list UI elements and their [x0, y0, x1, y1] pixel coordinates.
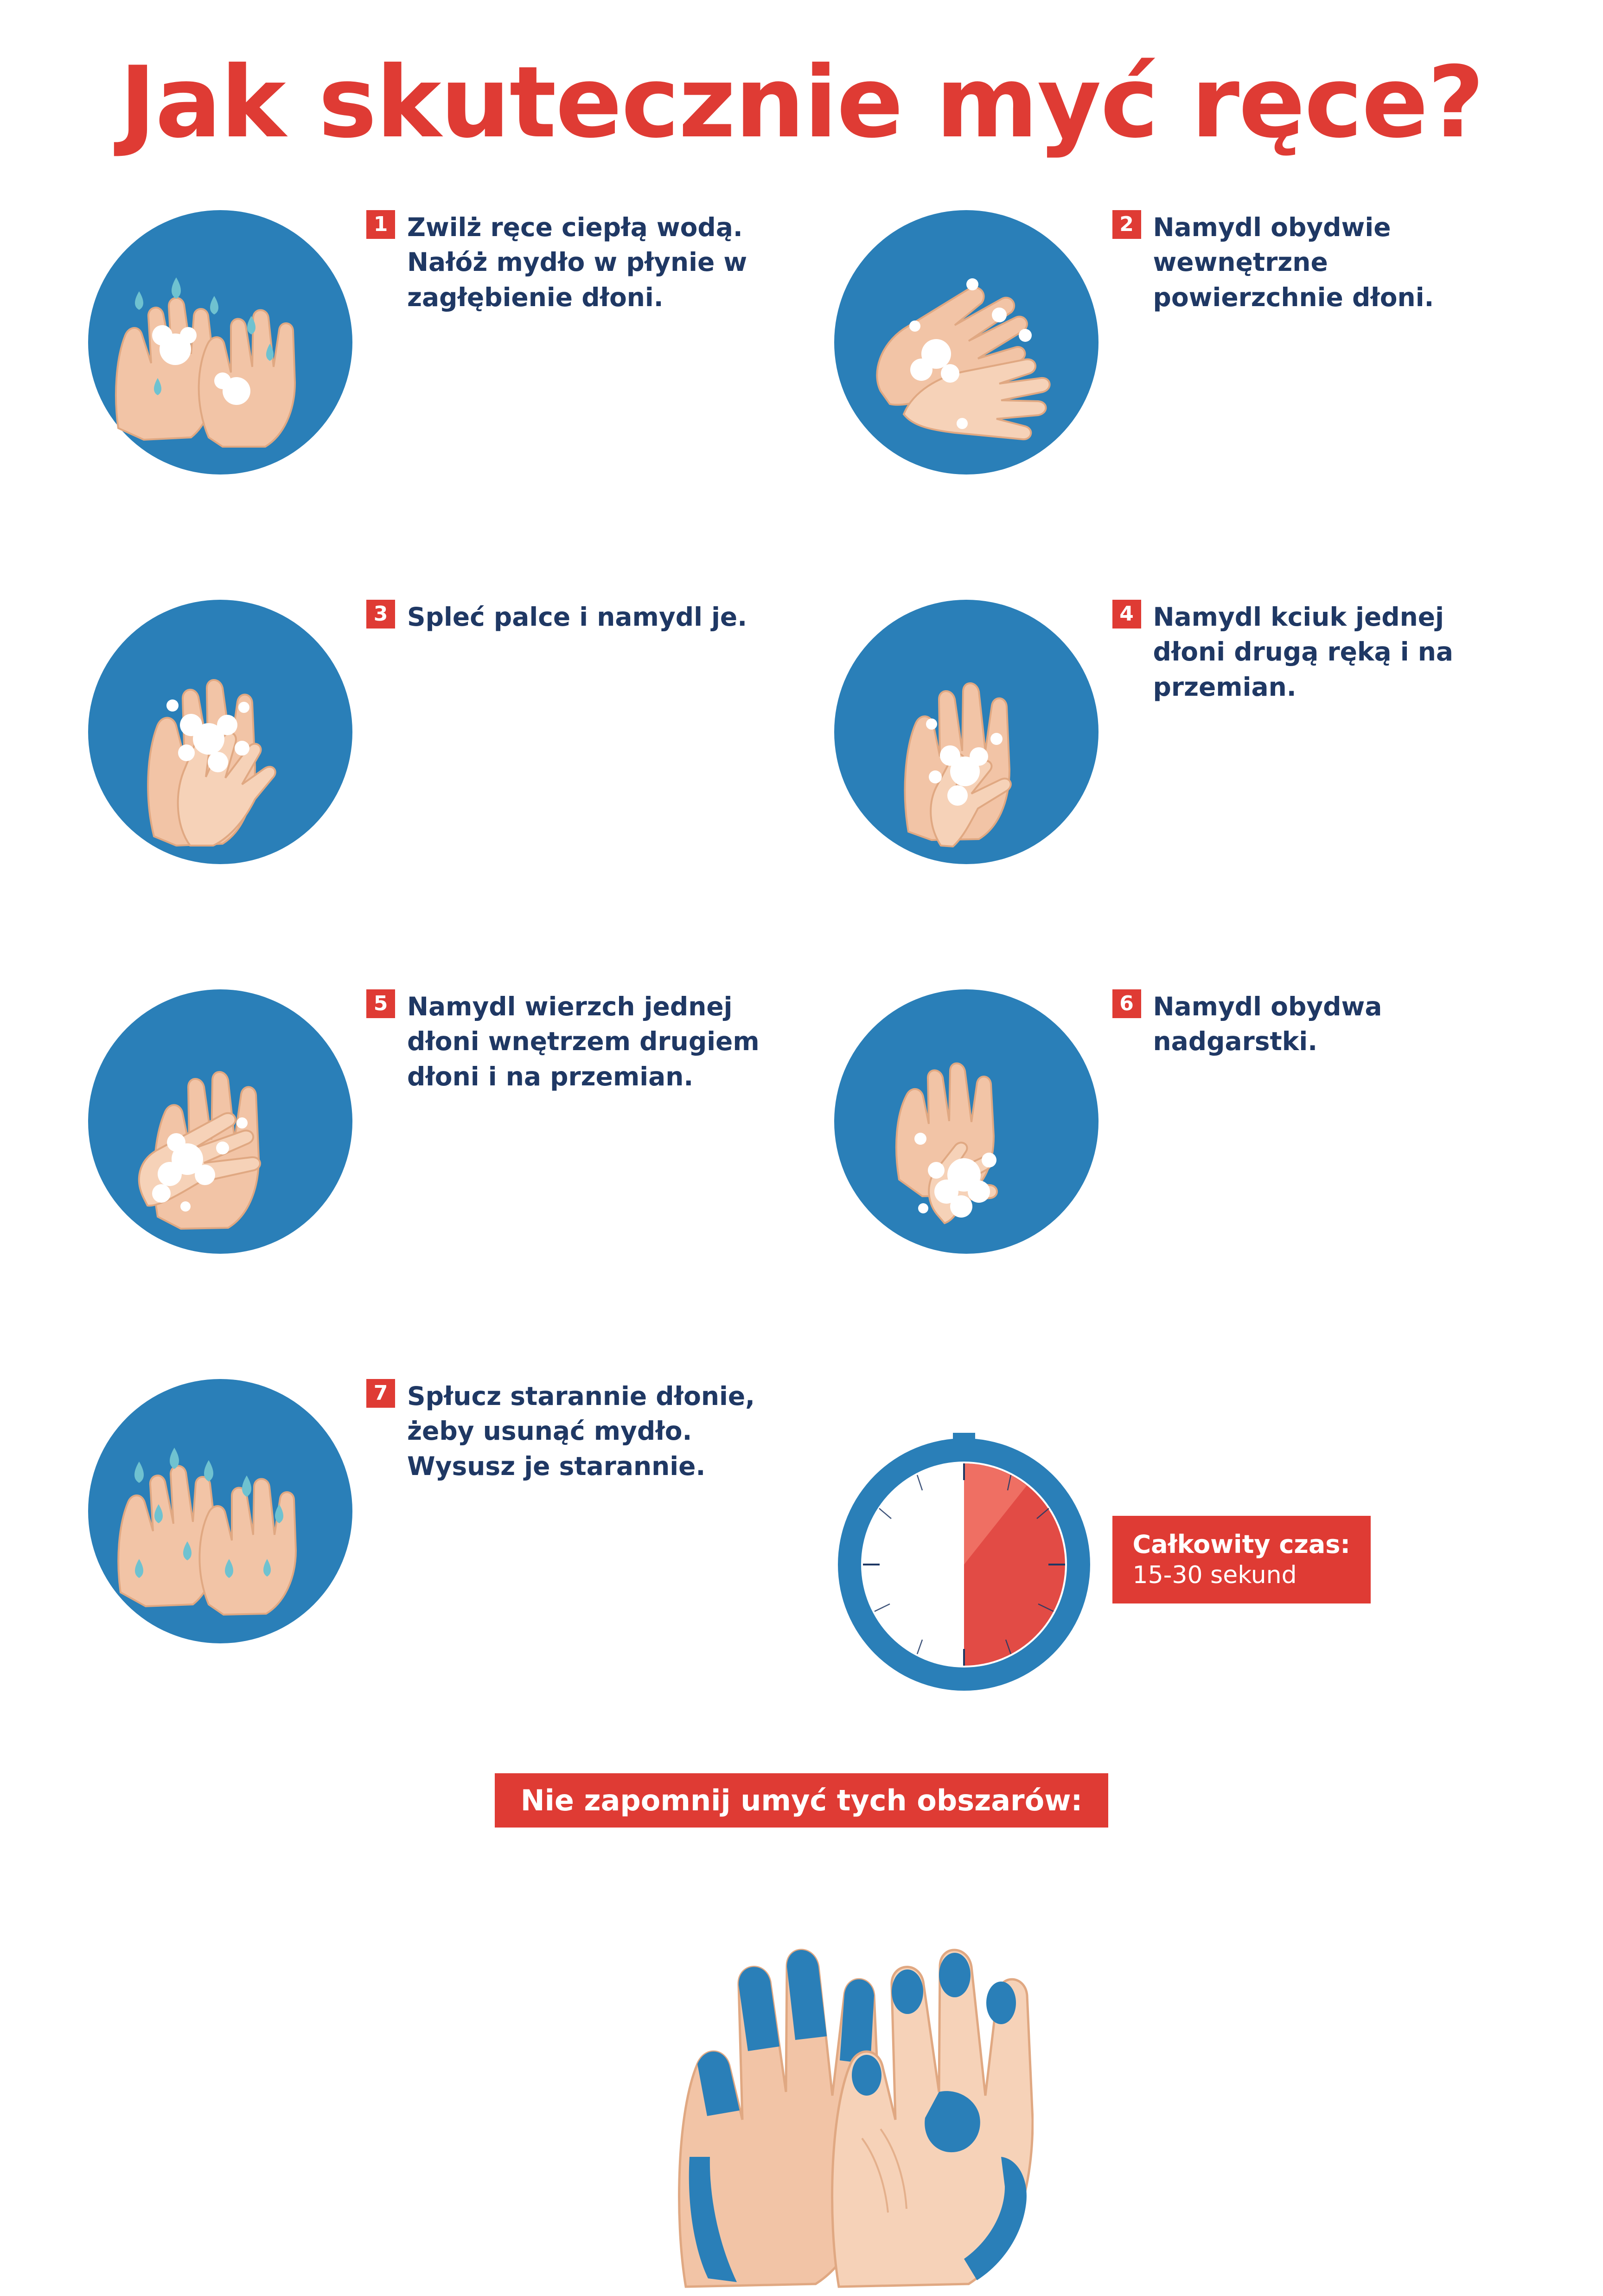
step-number: 6 — [1112, 989, 1141, 1018]
step-text-block — [366, 989, 778, 1095]
footer-illustration — [0, 1879, 1603, 2296]
step-text-block — [366, 210, 778, 316]
footer-section — [0, 1773, 1603, 2296]
step-description: Namydl wierzch jednej dłoni wnętrzem drugiem dłoni i na przemian. — [407, 991, 760, 1092]
step-description: Namydl obydwie wewnętrzne powierzchnie dłoni. — [1153, 212, 1434, 313]
step-text-block — [366, 600, 747, 635]
step-item — [70, 586, 788, 975]
step-illustration — [816, 586, 1112, 883]
step-illustration — [816, 975, 1112, 1272]
total-time-label: Całkowity czas: — [1132, 1530, 1350, 1559]
palms-rubbing-icon — [816, 196, 1112, 493]
step-number: 3 — [366, 600, 395, 629]
step-item — [816, 975, 1534, 1365]
step-illustration — [70, 586, 366, 883]
step-illustration — [70, 196, 366, 493]
step-item — [816, 196, 1534, 586]
step-illustration — [816, 196, 1112, 493]
hands-rinsing-soap-icon — [70, 196, 366, 493]
step-description: Namydl obydwa nadgarstki. — [1153, 991, 1382, 1057]
timer-cell — [816, 1365, 1534, 1755]
total-time-badge — [1112, 1516, 1371, 1603]
timer-illustration — [816, 1411, 1112, 1708]
step-number: 2 — [1112, 210, 1141, 239]
step-illustration — [70, 1365, 366, 1662]
step-number: 7 — [366, 1379, 395, 1408]
step-description: Spleć palce i namydl je. — [407, 602, 747, 632]
step-number: 1 — [366, 210, 395, 239]
step-description: Namydl kciuk jednej dłoni drugą ręką i na przemian. — [1153, 602, 1454, 702]
stopwatch-icon — [816, 1411, 1112, 1708]
hands-rinse-dry-icon — [70, 1365, 366, 1662]
step-item — [70, 975, 788, 1365]
step-item — [816, 586, 1534, 975]
thumb-scrub-icon — [816, 586, 1112, 883]
step-text-block — [366, 1379, 778, 1485]
wrist-scrub-icon — [816, 975, 1112, 1272]
step-text-block — [1112, 600, 1524, 705]
footer-banner: Nie zapomnij umyć tych obszarów: — [495, 1773, 1109, 1828]
hands-missed-areas-icon — [570, 1879, 1034, 2296]
step-text-block — [1112, 210, 1524, 316]
back-of-hand-scrub-icon — [70, 975, 366, 1272]
interlaced-fingers-icon — [70, 586, 366, 883]
total-time-value: 15-30 sekund — [1132, 1561, 1297, 1589]
step-description: Spłucz starannie dłonie, żeby usunąć mydło. Wysusz je starannie. — [407, 1381, 755, 1481]
step-description: Zwilż ręce ciepłą wodą. Nałóż mydło w płynie w zagłębienie dłoni. — [407, 212, 747, 313]
step-text-block — [1112, 989, 1524, 1060]
page-title: Jak skutecznie myć ręce? — [119, 45, 1484, 160]
step-item — [70, 196, 788, 586]
step-item — [70, 1365, 788, 1755]
step-number: 4 — [1112, 600, 1141, 629]
step-illustration — [70, 975, 366, 1272]
steps-grid — [0, 196, 1603, 1755]
step-number: 5 — [366, 989, 395, 1018]
